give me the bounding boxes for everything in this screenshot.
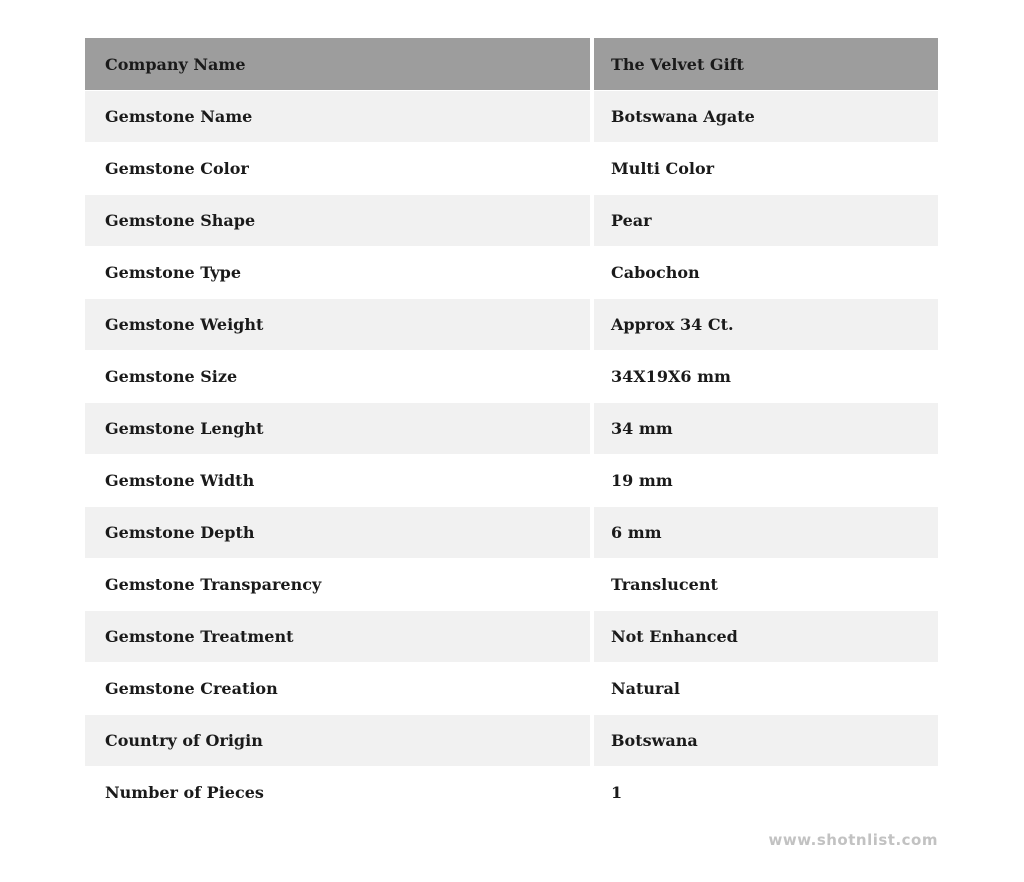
spec-value: Cabochon: [594, 247, 938, 298]
gemstone-spec-table: [85, 38, 938, 819]
spec-label: Gemstone Color: [85, 143, 590, 194]
table-row: [85, 247, 938, 299]
table-row: [85, 351, 938, 403]
table-row: [85, 559, 938, 611]
table-row: [85, 195, 938, 247]
spec-value: Approx 34 Ct.: [594, 299, 938, 350]
table-row: [85, 403, 938, 455]
table-row: [85, 143, 938, 195]
spec-label: Gemstone Lenght: [85, 403, 590, 454]
spec-value: 34 mm: [594, 403, 938, 454]
spec-value: Pear: [594, 195, 938, 246]
watermark-text: www.shotnlist.com: [768, 831, 938, 849]
spec-label: Gemstone Shape: [85, 195, 590, 246]
spec-value: Botswana: [594, 715, 938, 766]
spec-label: Gemstone Name: [85, 91, 590, 142]
table-row: [85, 299, 938, 351]
spec-value: Multi Color: [594, 143, 938, 194]
header-label: Company Name: [85, 38, 590, 90]
spec-label: Gemstone Size: [85, 351, 590, 402]
header-value: The Velvet Gift: [594, 38, 938, 90]
spec-label: Gemstone Type: [85, 247, 590, 298]
spec-label: Gemstone Transparency: [85, 559, 590, 610]
spec-label: Country of Origin: [85, 715, 590, 766]
table-row: [85, 611, 938, 663]
spec-label: Gemstone Depth: [85, 507, 590, 558]
table-row: [85, 455, 938, 507]
spec-value: 6 mm: [594, 507, 938, 558]
table-row: [85, 663, 938, 715]
spec-value: 1: [594, 767, 938, 818]
table-row: [85, 91, 938, 143]
spec-label: Gemstone Weight: [85, 299, 590, 350]
spec-label: Gemstone Treatment: [85, 611, 590, 662]
table-row: [85, 767, 938, 819]
table-row: [85, 507, 938, 559]
spec-value: 19 mm: [594, 455, 938, 506]
spec-value: Translucent: [594, 559, 938, 610]
spec-label: Number of Pieces: [85, 767, 590, 818]
spec-label: Gemstone Creation: [85, 663, 590, 714]
table-header-row: [85, 38, 938, 91]
spec-label: Gemstone Width: [85, 455, 590, 506]
spec-value: Botswana Agate: [594, 91, 938, 142]
spec-value: Not Enhanced: [594, 611, 938, 662]
spec-value: 34X19X6 mm: [594, 351, 938, 402]
table-row: [85, 715, 938, 767]
spec-value: Natural: [594, 663, 938, 714]
